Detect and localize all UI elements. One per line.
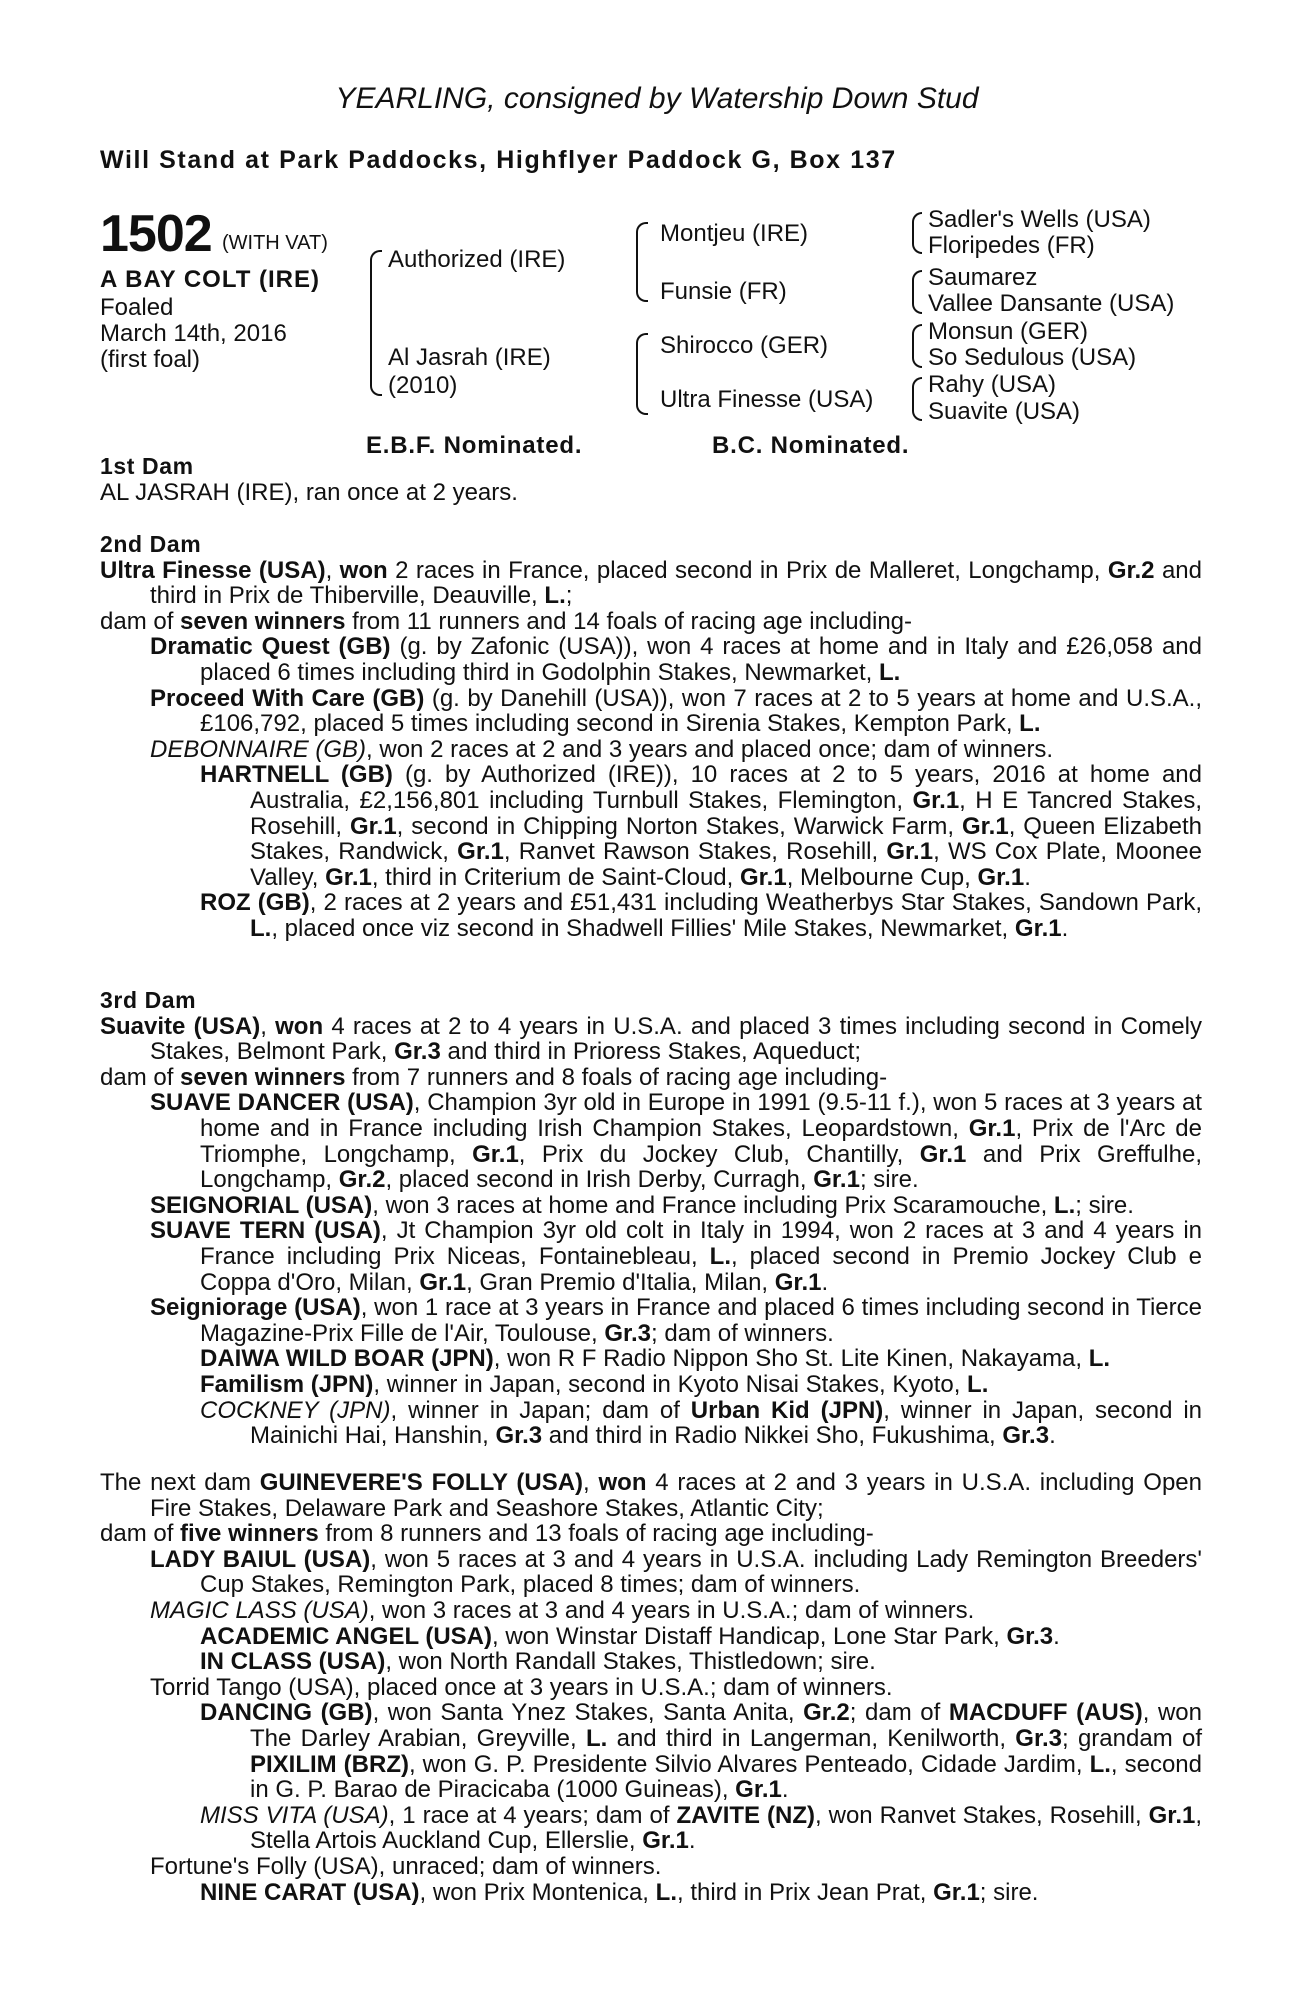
bc-nominated: B.C. Nominated.: [712, 432, 910, 459]
next-dam-summary: The next dam GUINEVERE'S FOLLY (USA), won 4 races at 2 and 3 years in U.S.A. including Open Fire Stakes, Delaware Park and Seashore Stakes, Atlantic City;: [100, 1469, 1202, 1522]
gen3-7: Rahy (USA): [928, 371, 1057, 398]
produce-entry: ACADEMIC ANGEL (USA), won Winstar Distaff Handicap, Lone Star Park, Gr.3.: [200, 1622, 1060, 1650]
sire: Authorized (IRE): [388, 246, 566, 273]
brace-g3: [912, 324, 922, 368]
produce-entry: DANCING (GB), won Santa Ynez Stakes, Santa Anita, Gr.2; dam of MACDUFF (AUS), won The Darley Arabian, Greyville, L. and third in Langerman, Kenilworth, Gr.3; grandam of PIXILIM (BRZ), won G. P. Presidente Silvio Alvares Penteado, Cidade Jardim, L., second in G. P. Barao de Piracicaba (1000 Guineas), Gr.1.: [200, 1699, 1203, 1804]
brace-parents: [370, 250, 382, 396]
gen3-2: Floripedes (FR): [928, 232, 1095, 259]
produce-entry: Torrid Tango (USA), placed once at 3 years in U.S.A.; dam of winners.: [150, 1673, 893, 1701]
gen3-4: Vallee Dansante (USA): [928, 290, 1175, 317]
gen3-6: So Sedulous (USA): [928, 344, 1137, 371]
sire-dam: Funsie (FR): [660, 278, 787, 305]
produce-entry: Proceed With Care (GB) (g. by Danehill (USA)), won 7 races at 2 to 5 years at home and U.S.A., £106,792, placed 5 times including second in Sirenia Stakes, Kempton Park, L.: [150, 684, 1203, 738]
produce-entry: SUAVE DANCER (USA), Champion 3yr old in Europe in 1991 (9.5-11 f.), won 5 races at 3 years at home and in France including Irish Champion Stakes, Leopardstown, Gr.1, Prix de l'Arc de Triomphe, Longchamp, Gr.1, Prix du Jockey Club, Chantilly, Gr.1 and Prix Greffulhe, Longchamp, Gr.2, placed second in Irish Derby, Curragh, Gr.1; sire.: [150, 1089, 1202, 1194]
third-dam-produce-intro: dam of seven winners from 7 runners and 8 foals of racing age including-: [100, 1063, 888, 1091]
second-dam-heading: 2nd Dam: [100, 531, 202, 557]
dam: Al Jasrah (IRE): [388, 344, 551, 371]
brace-dam-parents: [636, 333, 648, 415]
ebf-nominated: E.B.F. Nominated.: [366, 432, 583, 459]
produce-entry: HARTNELL (GB) (g. by Authorized (IRE)), 10 races at 2 to 5 years, 2016 at home and Australia, £2,156,801 including Turnbull Stakes, Flemington, Gr.1, H E Tancred Stakes, Rosehill, Gr.1, second in Chipping Norton Stakes, Warwick Farm, Gr.1, Queen Elizabeth Stakes, Randwick, Gr.1, Ranvet Rawson Stakes, Rosehill, Gr.1, WS Cox Plate, Moonee Valley, Gr.1, third in Criterium de Saint-Cloud, Gr.1, Melbourne Cup, Gr.1.: [200, 761, 1203, 891]
second-dam-section: [100, 532, 1202, 942]
produce-entry: IN CLASS (USA), won North Randall Stakes, Thistledown; sire.: [200, 1648, 876, 1676]
produce-entry: LADY BAIUL (USA), won 5 races at 3 and 4 years in U.S.A. including Lady Remington Breeders' Cup Stakes, Remington Park, placed 8 times; dam of winners.: [150, 1545, 1203, 1599]
produce-entry: ROZ (GB), 2 races at 2 years and £51,431 including Weatherbys Star Stakes, Sandown Park, L., placed once viz second in Shadwell Fillies' Mile Stakes, Newmarket, Gr.1.: [200, 889, 1203, 942]
gen3-1: Sadler's Wells (USA): [928, 206, 1151, 233]
second-dam-produce-intro: dam of seven winners from 11 runners and 14 foals of racing age including-: [100, 607, 913, 635]
lot-description: A BAY COLT (IRE): [100, 266, 321, 293]
first-dam-section: [100, 454, 1202, 505]
produce-entry: Dramatic Quest (GB) (g. by Zafonic (USA)), won 4 races at home and in Italy and £26,058 and placed 6 times including third in Godolphin Stakes, Newmarket, L.: [150, 633, 1202, 686]
brace-sire-parents: [636, 222, 648, 302]
gen3-5: Monsun (GER): [928, 318, 1089, 345]
produce-entry: MISS VITA (USA), 1 race at 4 years; dam of ZAVITE (NZ), won Ranvet Stakes, Rosehill, Gr.1, Stella Artois Auckland Cup, Ellerslie, Gr.1.: [200, 1801, 1203, 1855]
next-dam-section: [100, 1470, 1202, 1905]
stand-location: Will Stand at Park Paddocks, Highflyer Paddock G, Box 137: [100, 146, 897, 174]
brace-g2: [912, 270, 922, 314]
produce-entry: SEIGNORIAL (USA), won 3 races at home and France including Prix Scaramouche, L.; sire.: [150, 1191, 1134, 1219]
brace-g1: [912, 212, 922, 254]
foal-note: (first foal): [100, 346, 201, 373]
second-dam-summary: Ultra Finesse (USA), won 2 races in France, placed second in Prix de Malleret, Longchamp, Gr.2 and third in Prix de Thiberville, Deauville, L.;: [100, 556, 1202, 610]
third-dam-section: [100, 988, 1202, 1449]
produce-entry: DEBONNAIRE (GB), won 2 races at 2 and 3 years and placed once; dam of winners.: [150, 735, 1054, 763]
produce-entry: Seigniorage (USA), won 1 race at 3 years in France and placed 6 times including second in Tierce Magazine-Prix Fille de l'Air, Toulouse, Gr.3; dam of winners.: [150, 1294, 1202, 1347]
gen3-3: Saumarez: [928, 264, 1038, 291]
produce-entry: COCKNEY (JPN), winner in Japan; dam of Urban Kid (JPN), winner in Japan, second in Mainichi Hai, Hanshin, Gr.3 and third in Radio Nikkei Sho, Fukushima, Gr.3.: [200, 1396, 1203, 1450]
first-dam-text: AL JASRAH (IRE), ran once at 2 years.: [100, 478, 518, 506]
foaled-label: Foaled: [100, 294, 174, 321]
dam-dam: Ultra Finesse (USA): [660, 386, 874, 413]
produce-entry: MAGIC LASS (USA), won 3 races at 3 and 4 years in U.S.A.; dam of winners.: [150, 1596, 975, 1624]
next-dam-produce-intro: dam of five winners from 8 runners and 13 foals of racing age including-: [100, 1520, 874, 1548]
produce-entry: Familism (JPN), winner in Japan, second in Kyoto Nisai Stakes, Kyoto, L.: [200, 1370, 989, 1398]
dam-year: (2010): [388, 372, 458, 399]
page-title: YEARLING, consigned by Watership Down Stud: [335, 82, 979, 115]
sire-sire: Montjeu (IRE): [660, 220, 809, 247]
gen3-8: Suavite (USA): [928, 398, 1081, 425]
third-dam-heading: 3rd Dam: [100, 987, 197, 1013]
foaled-date: March 14th, 2016: [100, 320, 287, 347]
produce-entry: DAIWA WILD BOAR (JPN), won R F Radio Nippon Sho St. Lite Kinen, Nakayama, L.: [200, 1345, 1111, 1373]
produce-entry: SUAVE TERN (USA), Jt Champion 3yr old colt in Italy in 1994, won 2 races at 3 and 4 years in France including Prix Niceas, Fontainebleau, L., placed second in Premio Jockey Club e Coppa d'Oro, Milan, Gr.1, Gran Premio d'Italia, Milan, Gr.1.: [150, 1217, 1203, 1296]
dam-sire: Shirocco (GER): [660, 332, 829, 359]
produce-entry: Fortune's Folly (USA), unraced; dam of winners.: [150, 1852, 662, 1880]
produce-entry: NINE CARAT (USA), won Prix Montenica, L., third in Prix Jean Prat, Gr.1; sire.: [200, 1878, 1039, 1906]
third-dam-summary: Suavite (USA), won 4 races at 2 to 4 years in U.S.A. and placed 3 times including second in Comely Stakes, Belmont Park, Gr.3 and third in Prioress Stakes, Aqueduct;: [100, 1012, 1202, 1066]
vat-note: (WITH VAT): [222, 232, 328, 254]
lot-number: 1502: [100, 205, 212, 263]
brace-g4: [912, 377, 922, 421]
first-dam-heading: 1st Dam: [100, 453, 194, 479]
